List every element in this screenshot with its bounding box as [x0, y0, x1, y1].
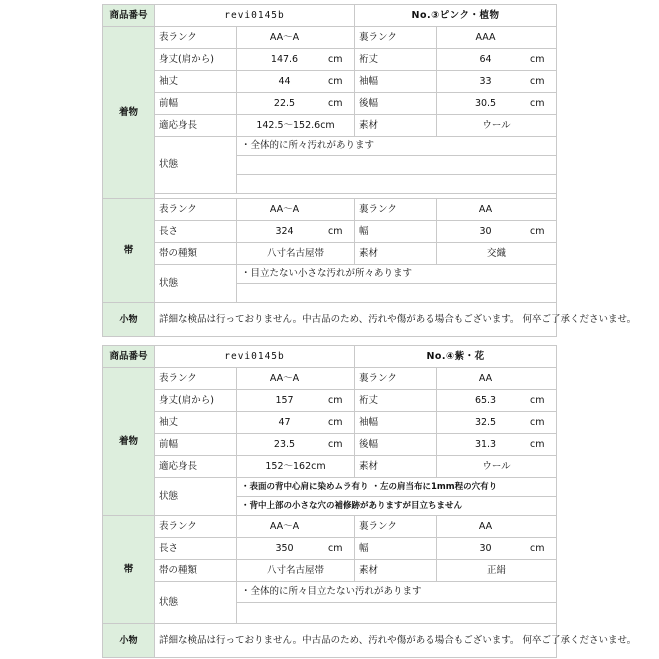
- spec-value: 350 cm: [237, 538, 355, 560]
- spec-value: AA: [437, 516, 557, 538]
- condition-label: 状態: [155, 582, 237, 624]
- spec-label: 素材: [355, 243, 437, 265]
- spec-value: ウール: [437, 115, 557, 137]
- spec-value: 31.3 cm: [437, 434, 557, 456]
- condition-note: ・全体的に所々汚れがあります: [237, 137, 557, 156]
- spec-label: 裄丈: [355, 49, 437, 71]
- accessories-label: 小物: [103, 303, 155, 337]
- spec-value: 44 cm: [237, 71, 355, 93]
- spec-value: 64 cm: [437, 49, 557, 71]
- spec-label: 素材: [355, 456, 437, 478]
- spec-label: 幅: [355, 538, 437, 560]
- product-name: No.④紫・花: [355, 346, 557, 368]
- spec-label: 身丈(肩から): [155, 49, 237, 71]
- product-number-label: 商品番号: [103, 346, 155, 368]
- spec-value: AA～A: [237, 199, 355, 221]
- spec-label: 表ランク: [155, 368, 237, 390]
- condition-label: 状態: [155, 478, 237, 516]
- spec-value: ウール: [437, 456, 557, 478]
- spec-value: 正絹: [437, 560, 557, 582]
- spec-label: 幅: [355, 221, 437, 243]
- spec-label: 表ランク: [155, 27, 237, 49]
- spec-value: 八寸名古屋帯: [237, 243, 355, 265]
- condition-note: [237, 175, 557, 194]
- spec-value: 交織: [437, 243, 557, 265]
- spec-label: 素材: [355, 115, 437, 137]
- spec-label: 長さ: [155, 538, 237, 560]
- spec-value: AA～A: [237, 516, 355, 538]
- spec-label: 素材: [355, 560, 437, 582]
- product-code: revi0145b: [155, 5, 355, 27]
- spec-value: AA～A: [237, 27, 355, 49]
- spec-value: 30 cm: [437, 538, 557, 560]
- spec-label: 袖丈: [155, 412, 237, 434]
- spec-value: AA: [437, 199, 557, 221]
- spec-value: 324 cm: [237, 221, 355, 243]
- condition-note: ・全体的に所々目立たない汚れがあります: [237, 582, 557, 603]
- spec-value: 147.6 cm: [237, 49, 355, 71]
- obi-section-label: 帯: [103, 516, 155, 624]
- condition-note: [237, 603, 557, 624]
- spec-label: 裏ランク: [355, 199, 437, 221]
- condition-note: [237, 284, 557, 303]
- spec-label: 袖丈: [155, 71, 237, 93]
- accessories-label: 小物: [103, 624, 155, 658]
- spec-label: 前幅: [155, 434, 237, 456]
- condition-label: 状態: [155, 137, 237, 194]
- spec-value: AA～A: [237, 368, 355, 390]
- obi-section-label: 帯: [103, 199, 155, 303]
- condition-note: ・表面の背中心肩に染めムラ有り ・左の肩当布に1mm程の穴有り: [237, 478, 557, 497]
- spec-value: 152～162cm: [237, 456, 355, 478]
- spec-label: 表ランク: [155, 199, 237, 221]
- spec-value: 八寸名古屋帯: [237, 560, 355, 582]
- kimono-section-label: 着物: [103, 368, 155, 516]
- spec-label: 裏ランク: [355, 516, 437, 538]
- spec-value: 30.5 cm: [437, 93, 557, 115]
- spec-value: 32.5 cm: [437, 412, 557, 434]
- spec-label: 袖幅: [355, 71, 437, 93]
- condition-note: ・目立たない小さな汚れが所々あります: [237, 265, 557, 284]
- spec-value: 33 cm: [437, 71, 557, 93]
- spec-label: 帯の種類: [155, 560, 237, 582]
- product-code: revi0145b: [155, 346, 355, 368]
- accessories-note: 詳細な検品は行っておりません。中古品のため、汚れや傷がある場合もございます。 何卒ご了承くださいませ。: [155, 624, 557, 658]
- spec-value: 157 cm: [237, 390, 355, 412]
- spec-label: 裏ランク: [355, 27, 437, 49]
- spec-value: 47 cm: [237, 412, 355, 434]
- spec-value: 142.5～152.6cm: [237, 115, 355, 137]
- spec-label: 裏ランク: [355, 368, 437, 390]
- accessories-note: 詳細な検品は行っておりません。中古品のため、汚れや傷がある場合もございます。 何卒ご了承くださいませ。: [155, 303, 557, 337]
- spec-label: 裄丈: [355, 390, 437, 412]
- spec-label: 身丈(肩から): [155, 390, 237, 412]
- spec-label: 適応身長: [155, 115, 237, 137]
- spec-value: AA: [437, 368, 557, 390]
- kimono-section-label: 着物: [103, 27, 155, 199]
- condition-note: [237, 156, 557, 175]
- product-table-1: [102, 4, 637, 337]
- spec-label: 前幅: [155, 93, 237, 115]
- product-number-label: 商品番号: [103, 5, 155, 27]
- spec-value: 22.5 cm: [237, 93, 355, 115]
- spec-label: 帯の種類: [155, 243, 237, 265]
- spec-label: 表ランク: [155, 516, 237, 538]
- spec-label: 後幅: [355, 434, 437, 456]
- product-table-2: [102, 345, 637, 658]
- spec-value: 30 cm: [437, 221, 557, 243]
- product-name: No.③ピンク・植物: [355, 5, 557, 27]
- spec-value: AAA: [437, 27, 557, 49]
- spec-label: 後幅: [355, 93, 437, 115]
- condition-label: 状態: [155, 265, 237, 303]
- spec-value: 23.5 cm: [237, 434, 355, 456]
- spec-value: 65.3 cm: [437, 390, 557, 412]
- spec-label: 適応身長: [155, 456, 237, 478]
- spec-label: 長さ: [155, 221, 237, 243]
- spec-label: 袖幅: [355, 412, 437, 434]
- condition-note: ・背中上部の小さな穴の補修跡がありますが目立ちません: [237, 497, 557, 516]
